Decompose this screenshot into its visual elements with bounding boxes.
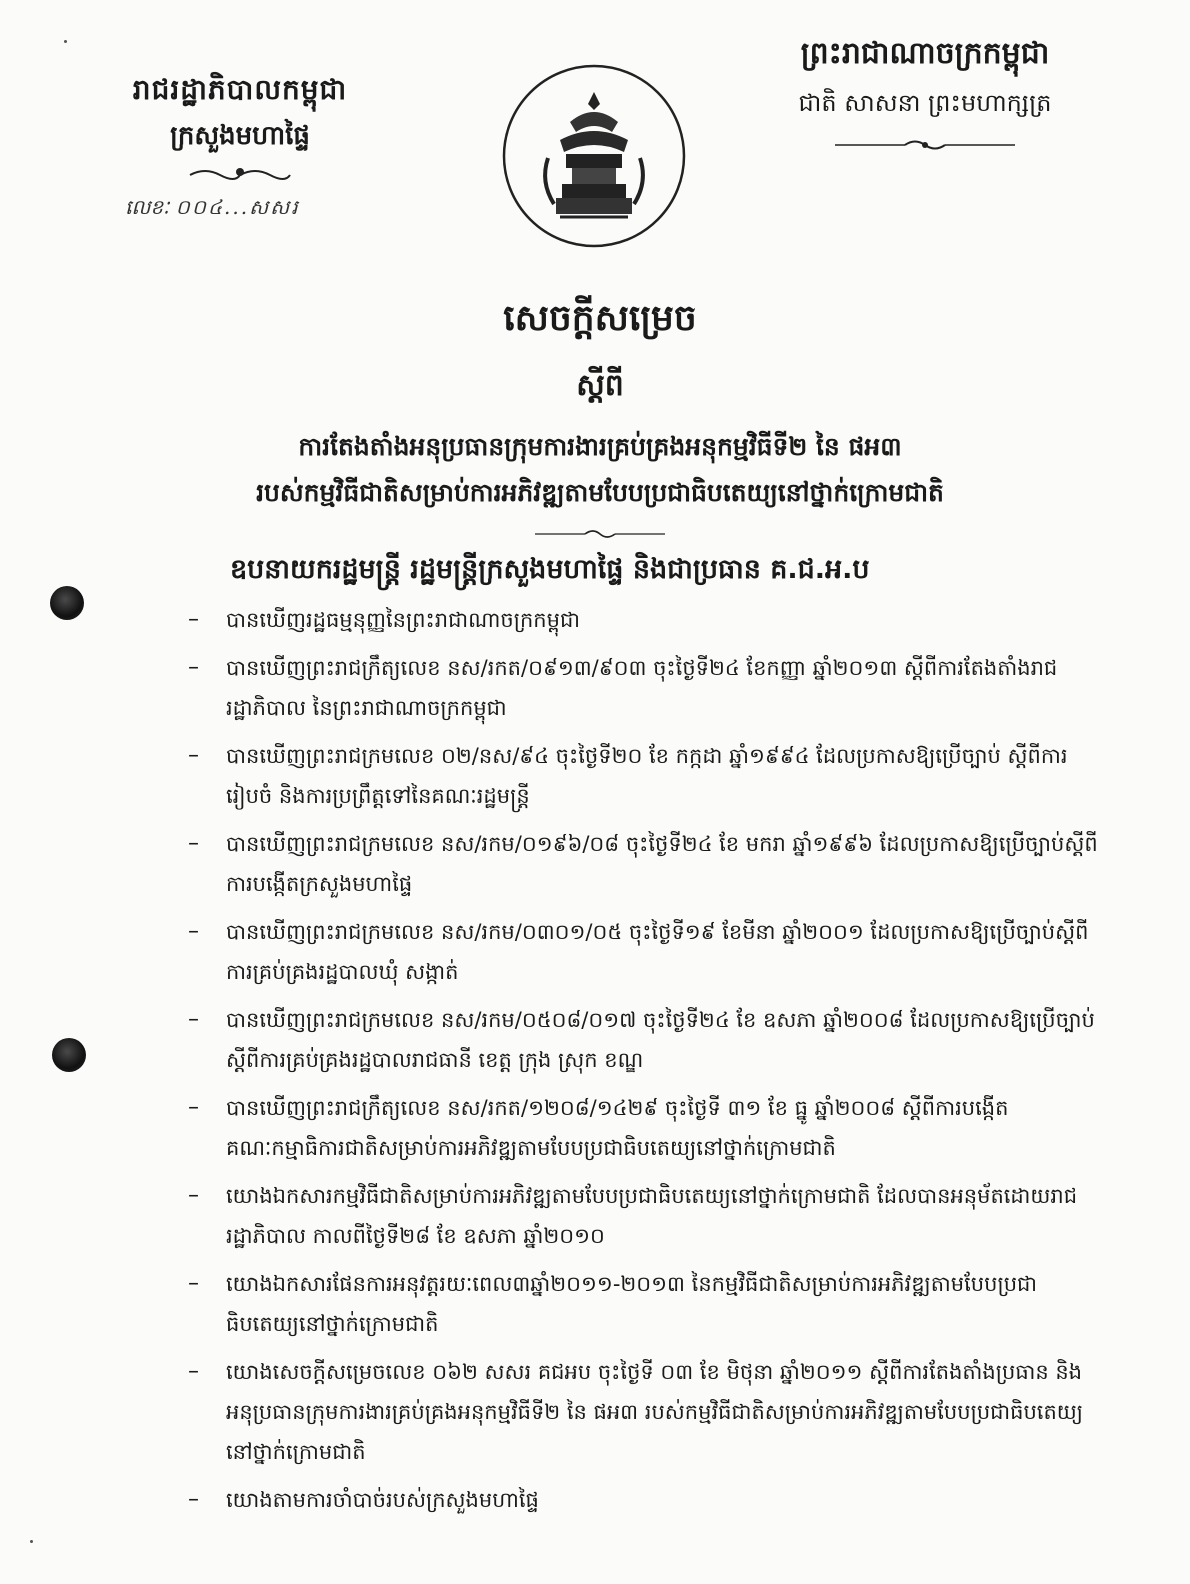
royal-emblem-icon bbox=[500, 62, 688, 250]
list-item bbox=[188, 1480, 1108, 1520]
list-item-text: បានឃើញព្រះរាជក្រឹត្យលេខ នស/រកត/១២០៨/១៤២៩ ចុះថ្ងៃទី ៣១ ខែ ធ្នូ ឆ្នាំ២០០៨ ស្តីពីការបង្កើតគណៈកម្មាធិការជាតិសម្រាប់ការអភិវឌ្ឍតាមបែបប្រជាធិបតេយ្យនៅថ្នាក់ក្រោមជាតិ bbox=[226, 1096, 1009, 1160]
list-item-text: បានឃើញព្រះរាជក្រមលេខ នស/រកម/០៥០៨/០១៧ ចុះថ្ងៃទី២៤ ខែ ឧសភា ឆ្នាំ២០០៨ ដែលប្រកាសឱ្យប្រើច្បាប់ស្តីពីការគ្រប់គ្រងរដ្ឋបាលរាជធានី ខេត្ត ក្រុង ស្រុក ខណ្ឌ bbox=[226, 1008, 1095, 1072]
decision-subtitle: ស្តីពី bbox=[576, 368, 624, 403]
list-item-text: បានឃើញរដ្ឋធម្មនុញ្ញនៃព្រះរាជាណាចក្រកម្ពុជា bbox=[226, 608, 580, 632]
list-marker: – bbox=[188, 655, 199, 680]
issuing-authority: ឧបនាយករដ្ឋមន្ត្រី រដ្ឋមន្ត្រីក្រសួងមហាផ្ទៃ និងជាប្រធាន គ.ជ.អ.ប bbox=[230, 554, 870, 585]
government-header bbox=[105, 72, 375, 187]
list-marker: – bbox=[188, 1271, 199, 1296]
list-marker: – bbox=[188, 1359, 199, 1384]
list-item bbox=[188, 600, 1108, 640]
list-item-text: យោងតាមការចាំបាច់របស់ក្រសួងមហាផ្ទៃ bbox=[226, 1488, 539, 1512]
national-motto: ជាតិ សាសនា ព្រះមហាក្សត្រ bbox=[798, 89, 1052, 117]
ornament-divider-icon bbox=[835, 137, 1015, 153]
list-marker: – bbox=[188, 831, 199, 856]
list-item bbox=[188, 648, 1108, 728]
list-item-text: បានឃើញព្រះរាជក្រឹត្យលេខ នស/រកត/០៩១៣/៩០៣ ចុះថ្ងៃទី២៤ ខែកញ្ញា ឆ្នាំ២០១៣ ស្តីពីការតែងតាំងរាជរដ្ឋាភិបាល នៃព្រះរាជាណាចក្រកម្ពុជា bbox=[226, 656, 1058, 720]
list-item bbox=[188, 1088, 1108, 1168]
list-marker: – bbox=[188, 919, 199, 944]
list-item bbox=[188, 1000, 1108, 1080]
kingdom-name: ព្រះរាជាណាចក្រកម្ពុជា bbox=[800, 36, 1050, 71]
decision-title: សេចក្តីសម្រេច bbox=[503, 298, 697, 339]
government-name: រាជរដ្ឋាភិបាលកម្ពុជា bbox=[132, 73, 348, 106]
kingdom-header bbox=[760, 34, 1090, 157]
considerations-list bbox=[188, 600, 1108, 1528]
reference-number bbox=[125, 194, 300, 224]
decision-subject-line-2: របស់កម្មវិធីជាតិសម្រាប់ការអភិវឌ្ឍតាមបែបប្រជាធិបតេយ្យនៅថ្នាក់ក្រោមជាតិ bbox=[256, 478, 944, 507]
list-item bbox=[188, 1352, 1108, 1472]
reference-label: លេខៈ bbox=[125, 195, 170, 219]
list-marker: – bbox=[188, 1487, 199, 1512]
decision-subject-line-1: ការតែងតាំងអនុប្រធានក្រុមការងារគ្រប់គ្រងអនុកម្មវិធីទី២ នៃ ផអ៣ bbox=[298, 432, 902, 461]
reference-value: ០០៤...សសរ bbox=[175, 195, 300, 219]
ministry-name: ក្រសួងមហាផ្ទៃ bbox=[170, 121, 310, 151]
list-item bbox=[188, 736, 1108, 816]
list-item bbox=[188, 1264, 1108, 1344]
ornament-divider-icon bbox=[185, 163, 295, 183]
list-item-text: បានឃើញព្រះរាជក្រមលេខ នស/រកម/០៣០១/០៥ ចុះថ្ងៃទី១៩ ខែមីនា ឆ្នាំ២០០១ ដែលប្រកាសឱ្យប្រើច្បាប់ស្តីពីការគ្រប់គ្រងរដ្ឋបាលឃុំ សង្កាត់ bbox=[226, 920, 1089, 984]
list-item-text: បានឃើញព្រះរាជក្រមលេខ នស/រកម/០១៩៦/០៨ ចុះថ្ងៃទី២៤ ខែ មករា ឆ្នាំ១៩៩៦ ដែលប្រកាសឱ្យប្រើច្បាប់ស្តីពីការបង្កើតក្រសួងមហាផ្ទៃ bbox=[226, 832, 1098, 896]
scan-speck bbox=[30, 1540, 33, 1543]
scan-speck bbox=[64, 40, 67, 43]
ornament-divider-icon bbox=[535, 528, 665, 540]
list-marker: – bbox=[188, 607, 199, 632]
list-item bbox=[188, 912, 1108, 992]
list-item-text: បានឃើញព្រះរាជក្រមលេខ ០២/នស/៩៤ ចុះថ្ងៃទី២០ ខែ កក្កដា ឆ្នាំ១៩៩៤ ដែលប្រកាសឱ្យប្រើច្បាប់ ស្តីពីការរៀបចំ និងការប្រព្រឹត្តទៅនៃគណៈរដ្ឋមន្ត្រី bbox=[226, 744, 1068, 808]
list-marker: – bbox=[188, 1183, 199, 1208]
list-marker: – bbox=[188, 743, 199, 768]
punch-hole-icon bbox=[50, 586, 84, 620]
list-item bbox=[188, 1176, 1108, 1256]
list-marker: – bbox=[188, 1007, 199, 1032]
list-item bbox=[188, 824, 1108, 904]
list-item-text: យោងសេចក្តីសម្រេចលេខ ០៦២ សសរ គជអប ចុះថ្ងៃទី ០៣ ខែ មិថុនា ឆ្នាំ២០១១ ស្តីពីការតែងតាំងប្រធាន និងអនុប្រធានក្រុមការងារគ្រប់គ្រងអនុកម្មវិធីទី២ នៃ ផអ៣ របស់កម្មវិធីជាតិសម្រាប់ការអភិវឌ្ឍតាមបែបប្រជាធិបតេយ្យនៅថ្នាក់ក្រោមជាតិ bbox=[226, 1360, 1084, 1464]
list-item-text: យោងឯកសារផែនការអនុវត្តរយៈពេល៣ឆ្នាំ២០១១-២០១៣ នៃកម្មវិធីជាតិសម្រាប់ការអភិវឌ្ឍតាមបែបប្រជាធិបតេយ្យនៅថ្នាក់ក្រោមជាតិ bbox=[226, 1272, 1038, 1336]
punch-hole-icon bbox=[52, 1038, 86, 1072]
list-marker: – bbox=[188, 1095, 199, 1120]
decision-title-block bbox=[150, 295, 1050, 544]
list-item-text: យោងឯកសារកម្មវិធីជាតិសម្រាប់ការអភិវឌ្ឍតាមបែបប្រជាធិបតេយ្យនៅថ្នាក់ក្រោមជាតិ ដែលបានអនុម័តដោយរាជរដ្ឋាភិបាល កាលពីថ្ងៃទី២៨ ខែ ឧសភា ឆ្នាំ២០១០ bbox=[226, 1184, 1078, 1248]
